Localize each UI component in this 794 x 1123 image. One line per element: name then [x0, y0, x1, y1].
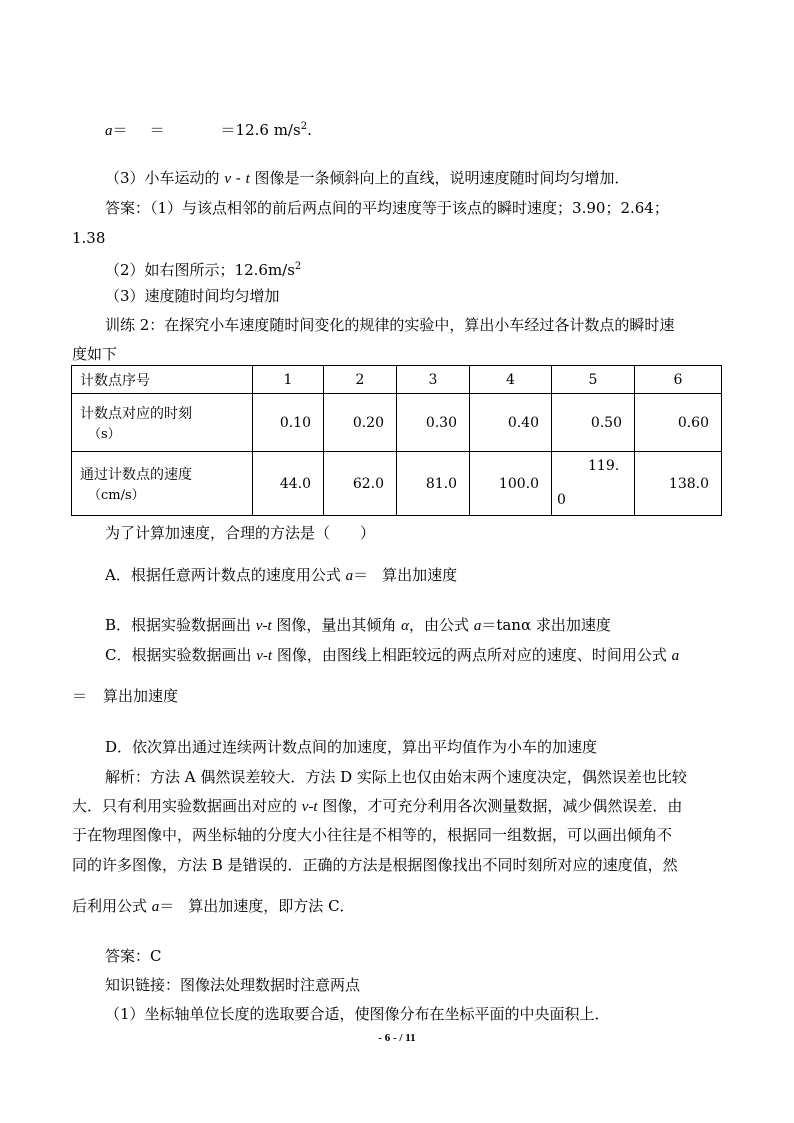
text: 图像，由图线上相距较远的两点所对应的速度、时间用公式: [272, 646, 672, 664]
option-c: [105, 645, 679, 666]
table-cell: 1: [253, 366, 324, 394]
text: 图像，量出其倾角: [271, 616, 402, 634]
symbol-vt: v-t: [256, 648, 273, 664]
row-label: 计数点对应的时刻: [80, 406, 192, 422]
text: 图像，才可充分利用各次测量数据，减少偶然误差．由: [317, 797, 683, 815]
equals-sign: ＝: [72, 687, 88, 705]
text: B．根据实验数据画出: [105, 616, 256, 634]
option-b: [105, 615, 611, 636]
symbol-t: t: [245, 171, 250, 187]
text: （3）小车运动的: [105, 169, 225, 187]
symbol-vt: v-t: [301, 799, 318, 815]
result-value: ＝12.6 m/s: [220, 121, 301, 139]
answer-3: （3）速度随时间均匀增加: [105, 287, 280, 305]
text: A．根据任意两计数点的速度用公式: [105, 566, 346, 584]
answer-2: [105, 257, 301, 280]
table-cell: 0.50: [552, 394, 635, 452]
knowledge-link: 知识链接：图像法处理数据时注意两点: [105, 976, 361, 994]
table-cell: 5: [552, 366, 635, 394]
row-unit: （s）: [88, 427, 121, 442]
table-cell: 0.40: [470, 394, 552, 452]
symbol-a: a: [151, 899, 160, 915]
equals-sign: ＝: [112, 121, 128, 139]
answer-c: 答案：C: [105, 947, 162, 965]
symbol-alpha: α: [401, 618, 410, 634]
row-header: [72, 452, 253, 516]
row-label: 通过计数点的速度: [80, 467, 192, 483]
analysis-line: [72, 896, 355, 917]
text: 图像是一条倾斜向上的直线，说明速度随时间均匀增加．: [249, 169, 630, 187]
symbol-a: a: [345, 568, 354, 584]
option-a: [105, 565, 457, 586]
exercise-2-title: 训练 2：在探究小车速度随时间变化的规律的实验中，算出小车经过各计数点的瞬时速: [105, 316, 675, 334]
table-row: [72, 452, 722, 516]
equals-sign: ＝: [353, 566, 369, 584]
row-unit: （cm/s）: [88, 488, 145, 503]
table-cell: 62.0: [324, 452, 397, 516]
row-header: [72, 394, 253, 452]
option-c-continuation: [72, 686, 178, 706]
text: ＝tanα 求出加速度: [481, 616, 611, 634]
table-cell: 4: [470, 366, 552, 394]
table-cell: 44.0: [253, 452, 324, 516]
table-cell: 0.20: [324, 394, 397, 452]
text: ，由公式: [409, 616, 474, 634]
symbol-a: a: [473, 618, 482, 634]
text: （2）如右图所示；12.6m/s: [105, 261, 295, 279]
table-cell: 3: [397, 366, 470, 394]
symbol-a: a: [671, 648, 680, 664]
table-cell: 81.0: [397, 452, 470, 516]
superscript: 2: [300, 121, 308, 132]
equals-sign: ＝: [159, 897, 175, 915]
text: 算出加速度: [382, 566, 458, 584]
page-number: - 6 - / 11: [378, 1032, 416, 1044]
symbol-v: v: [224, 171, 231, 187]
data-table: [71, 365, 722, 516]
table-cell: 0.30: [397, 394, 470, 452]
analysis-line: 同的许多图像，方法 B 是错误的．正确的方法是根据图像找出不同时刻所对应的速度值，然: [72, 856, 678, 874]
equals-sign: ＝: [149, 121, 165, 139]
text: -: [230, 169, 246, 187]
text: 算出加速度，即方法 C．: [188, 897, 355, 915]
superscript: 2: [294, 261, 302, 272]
paragraph-3: [105, 168, 630, 189]
knowledge-point-1: （1）坐标轴单位长度的选取要合适，使图像分布在坐标平面的中央面积上．: [105, 1005, 610, 1023]
formula-line: [105, 117, 312, 141]
text: 后利用公式: [72, 897, 152, 915]
table-cell: 0.60: [635, 394, 722, 452]
text: 算出加速度: [103, 687, 179, 705]
table-cell: 6: [635, 366, 722, 394]
table-cell: 2: [324, 366, 397, 394]
table-cell: 100.0: [470, 452, 552, 516]
text: 大．只有利用实验数据画出对应的: [72, 797, 302, 815]
analysis-line: [72, 796, 682, 817]
text: C．根据实验数据画出: [105, 646, 257, 664]
answer-line: 答案：（1）与该点相邻的前后两点间的平均速度等于该点的瞬时速度；3.90；2.64；: [105, 199, 669, 217]
cell-value-tail: 0: [557, 492, 566, 508]
answer-continuation: 1.38: [72, 229, 106, 247]
analysis-line: 解析：方法 A 偶然误差较大．方法 D 实际上也仅由始末两个速度决定，偶然误差也比较: [105, 768, 687, 786]
table-row: [72, 366, 722, 394]
row-header: 计数点序号: [72, 366, 253, 394]
exercise-2-continuation: 度如下: [72, 345, 118, 363]
cell-value: 119.: [588, 458, 620, 474]
table-cell: [552, 452, 635, 516]
option-d: D．依次算出通过连续两计数点间的加速度，算出平均值作为小车的加速度: [105, 738, 598, 756]
analysis-line: 于在物理图像中，两坐标轴的分度大小往往是不相等的，根据同一组数据，可以画出倾角不: [72, 826, 673, 844]
table-row: [72, 394, 722, 452]
table-cell: 138.0: [635, 452, 722, 516]
question: 为了计算加速度，合理的方法是（ ）: [105, 524, 376, 542]
symbol-a: a: [105, 123, 113, 139]
table-cell: 0.10: [253, 394, 324, 452]
symbol-vt: v-t: [255, 618, 272, 634]
period: .: [307, 121, 312, 139]
